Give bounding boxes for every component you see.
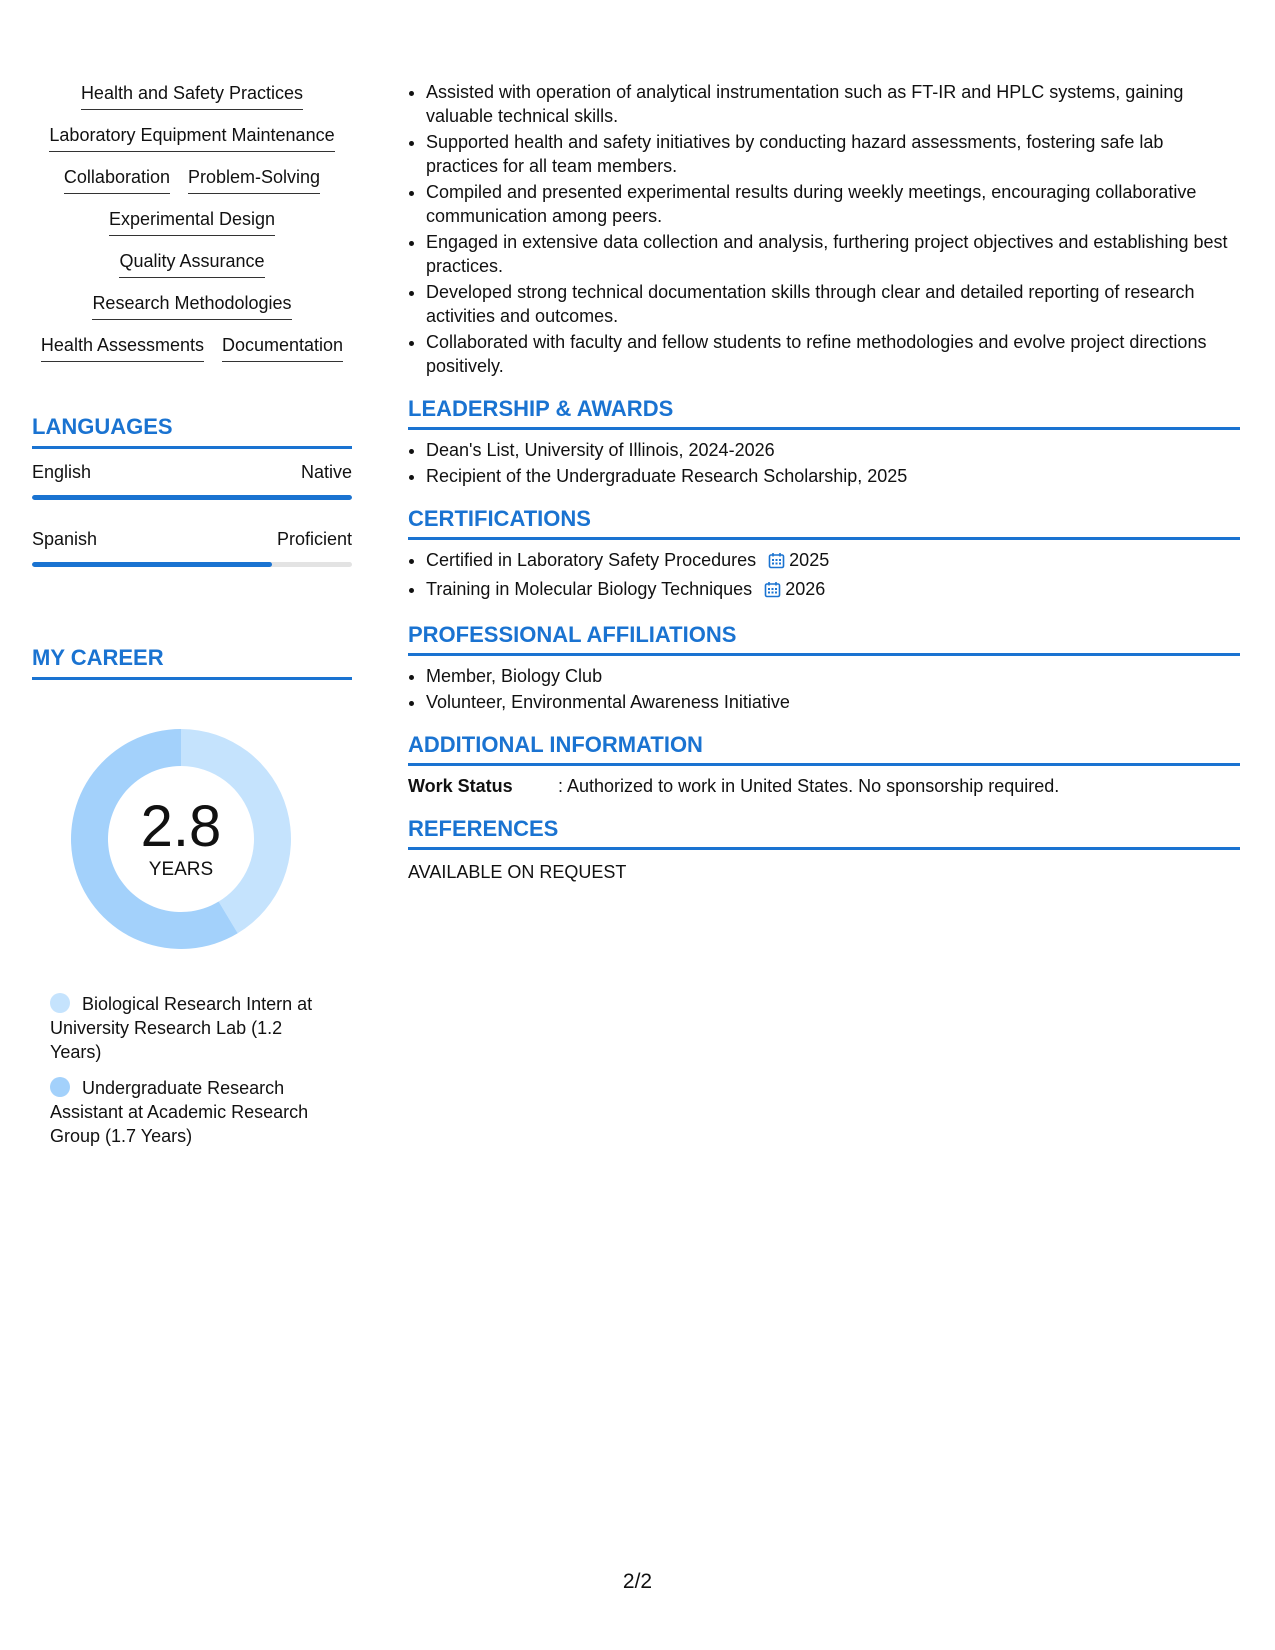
certification-item xyxy=(426,548,1240,575)
language-bar-fill xyxy=(32,495,352,500)
page-number: 2/2 xyxy=(622,1570,653,1593)
affiliation-item: • Volunteer, Environmental Awareness Initiative xyxy=(426,690,1240,714)
donut-center xyxy=(66,724,296,954)
career-total-unit: YEARS xyxy=(148,859,214,880)
language-name: Spanish xyxy=(32,529,98,549)
references-heading: REFERENCES xyxy=(408,816,1240,850)
legend-label: Undergraduate Research Assistant at Academic Research Group (1.7 Years) xyxy=(50,1078,309,1146)
career-heading: MY CAREER xyxy=(32,645,352,680)
calendar-icon xyxy=(764,580,781,604)
language-bar-fill xyxy=(32,562,272,567)
additional-info-heading: ADDITIONAL INFORMATION xyxy=(408,732,1240,766)
right-column xyxy=(408,80,1240,884)
leadership-item: • Dean's List, University of Illinois, 2024-2026 xyxy=(426,438,1240,462)
affiliations-heading: PROFESSIONAL AFFILIATIONS xyxy=(408,622,1240,656)
experience-bullet: • Engaged in extensive data collection and analysis, furthering project objectives and establishing best practices. xyxy=(426,230,1240,278)
skill-tag: Laboratory Equipment Maintenance xyxy=(49,124,334,152)
affiliations-list xyxy=(408,664,1240,714)
experience-bullet: • Collaborated with faculty and fellow students to refine methodologies and evolve project directions positively. xyxy=(426,330,1240,378)
work-status-row xyxy=(408,774,1240,798)
leadership-heading: LEADERSHIP & AWARDS xyxy=(408,396,1240,430)
career-donut-chart xyxy=(66,724,296,954)
legend-label: Biological Research Intern at University Research Lab (1.2 Years) xyxy=(50,994,313,1062)
skill-tag: Research Methodologies xyxy=(92,292,291,320)
experience-bullet: • Assisted with operation of analytical instrumentation such as FT-IR and HPLC systems, gaining valuable technical skills. xyxy=(426,80,1240,128)
skill-tag: Health Assessments xyxy=(41,334,204,362)
experience-bullet: • Supported health and safety initiatives by conducting hazard assessments, fostering safe lab practices for all team members. xyxy=(426,130,1240,178)
legend-dot xyxy=(50,1077,70,1097)
career-section xyxy=(32,645,352,1148)
skill-tag: Experimental Design xyxy=(109,208,275,236)
certification-year: 2026 xyxy=(785,579,826,599)
skill-tag: Documentation xyxy=(222,334,343,362)
languages-section xyxy=(32,414,352,567)
language-item xyxy=(32,528,352,567)
career-legend xyxy=(50,992,330,1148)
certifications-heading: CERTIFICATIONS xyxy=(408,506,1240,540)
references-text: AVAILABLE ON REQUEST xyxy=(408,862,627,882)
skill-tag: Quality Assurance xyxy=(119,250,264,278)
work-status-value: : Authorized to work in United States. No sponsorship required. xyxy=(558,776,1060,796)
language-bar xyxy=(32,562,352,567)
leadership-list xyxy=(408,438,1240,488)
leadership-item: • Recipient of the Undergraduate Research Scholarship, 2025 xyxy=(426,464,1240,488)
language-name: English xyxy=(32,462,92,482)
certification-year: 2025 xyxy=(789,550,830,570)
work-status-label: Work Status xyxy=(408,776,513,796)
affiliation-item: • Member, Biology Club xyxy=(426,664,1240,688)
experience-bullet: • Compiled and presented experimental results during weekly meetings, encouraging collaborative communication among peers. xyxy=(426,180,1240,228)
left-column xyxy=(32,82,352,1160)
experience-bullets xyxy=(408,80,1240,378)
certifications-list xyxy=(408,548,1240,604)
skills-list xyxy=(32,82,352,362)
legend-dot xyxy=(50,993,70,1013)
skill-tag: Collaboration xyxy=(64,166,170,194)
languages-heading: LANGUAGES xyxy=(32,414,352,449)
skill-tag: Health and Safety Practices xyxy=(81,82,303,110)
certification-name: Training in Molecular Biology Techniques xyxy=(426,579,753,599)
language-bar xyxy=(32,495,352,500)
language-item xyxy=(32,461,352,500)
calendar-icon xyxy=(768,551,785,575)
language-level: Proficient xyxy=(276,529,352,549)
experience-bullet: • Developed strong technical documentation skills through clear and detailed reporting of research activities and outcomes. xyxy=(426,280,1240,328)
certification-item xyxy=(426,577,1240,604)
language-level: Native xyxy=(300,462,352,482)
skill-tag: Problem-Solving xyxy=(188,166,320,194)
career-total-value: 2.8 xyxy=(140,794,222,859)
legend-item xyxy=(50,1076,330,1148)
legend-item xyxy=(50,992,330,1064)
certification-name: Certified in Laboratory Safety Procedures xyxy=(426,550,757,570)
